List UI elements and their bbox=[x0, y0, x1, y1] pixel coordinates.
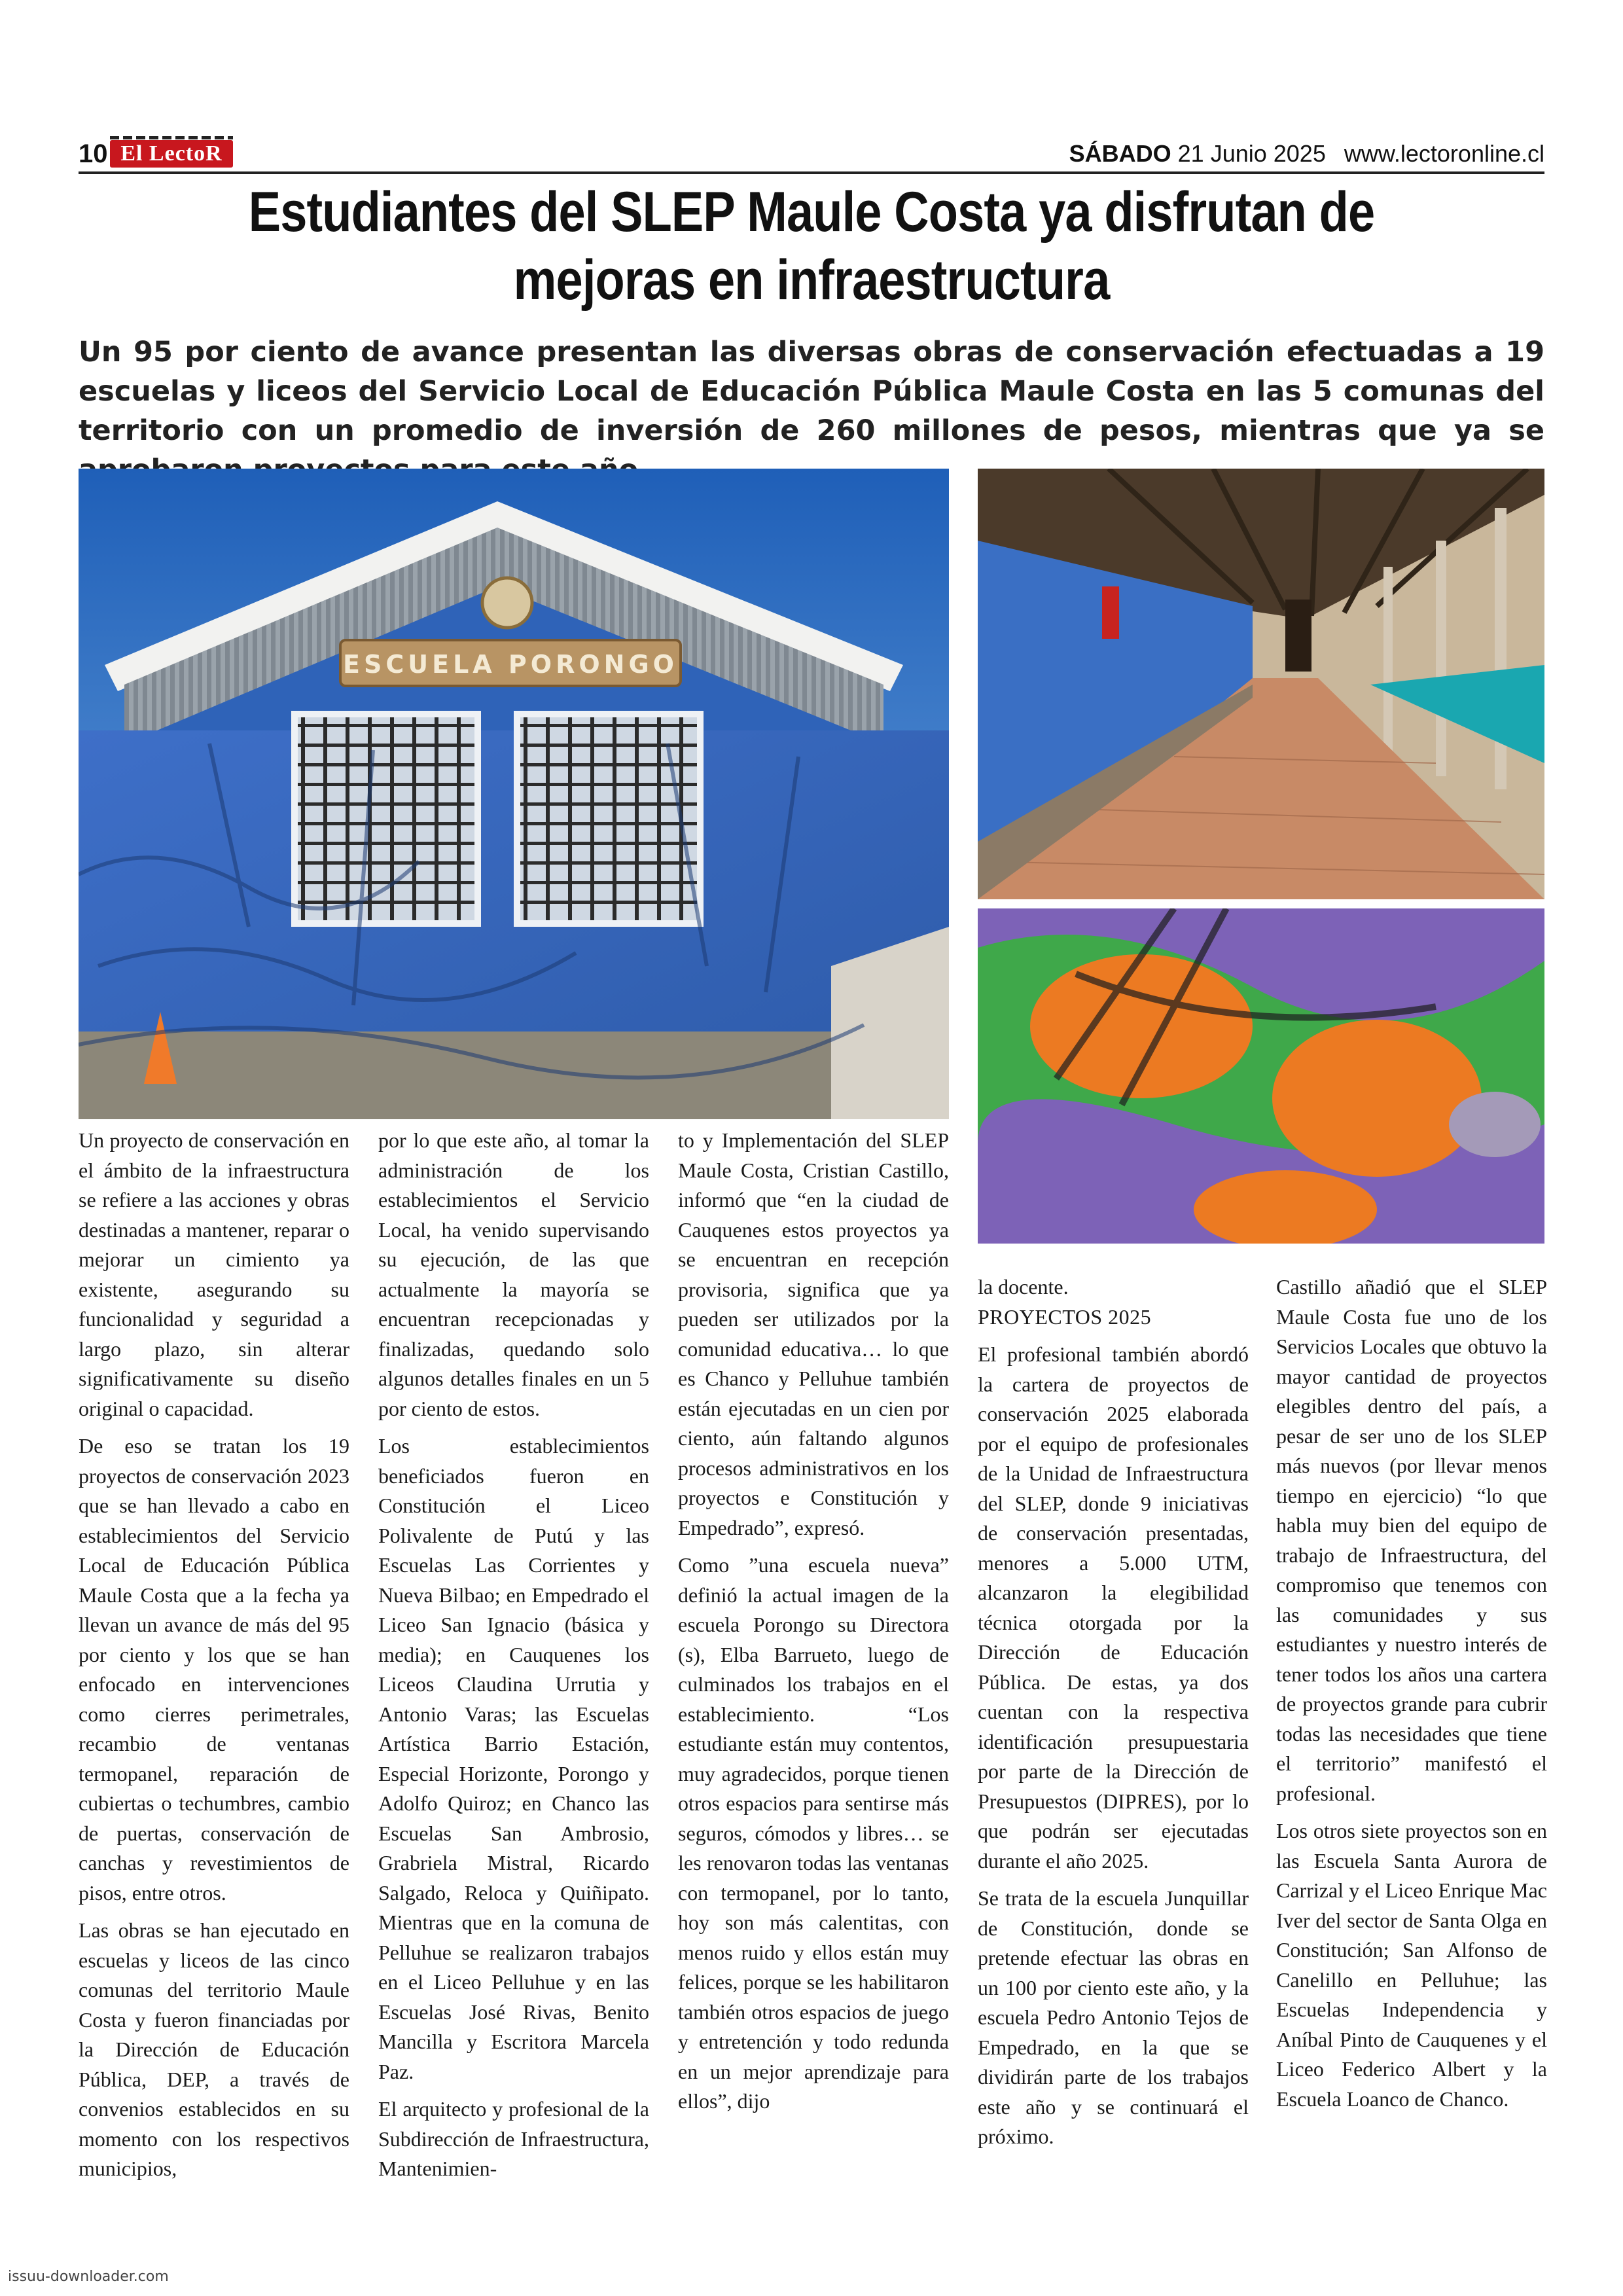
photo-corridor bbox=[978, 469, 1544, 899]
paragraph: Las obras se han ejecutado en escuelas y liceos de las cinco comunas del territorio Maule Costa y fueron financiadas por la Dirección de Educación Pública, DEP, a través de convenios establecidos en su momento con los respectivos municipios, bbox=[79, 1918, 349, 2180]
article-column-1 bbox=[79, 1126, 349, 2192]
issue-date bbox=[1069, 139, 1544, 169]
header-divider bbox=[79, 171, 1544, 174]
photo-escuela-porongo bbox=[79, 469, 949, 1119]
paragraph-continuation: la docente. bbox=[978, 1275, 1069, 1299]
website-link[interactable]: www.lectoronline.cl bbox=[1344, 140, 1544, 167]
paragraph: Se trata de la escuela Junquillar de Constitución, donde se pretende efectuar las obras en un 100 por ciento este año, y la escuela Pedro Antonio Tejos de Empedrado, en la que se dividirán parte de los trabajos este año y se continuará el próximo. bbox=[978, 1886, 1249, 2148]
paragraph: De eso se tratan los 19 proyectos de conservación 2023 que se han llevado a cabo en establecimientos del Servicio Local de Educación Pública Maule Costa que a la fecha ya llevan un avance de más del 95 por ciento y los que se han enfocado en intervenciones como cierres perimetrales, recambio de ventanas termopanel, reparación de cubiertas o techumbres, cambio de puertas, conservación de canchas y revestimientos de pisos, entre otros. bbox=[79, 1434, 349, 1905]
paragraph: to y Implementación del SLEP Maule Costa, Cristian Castillo, informó que “en la ciudad de Cauquenes estos proyectos ya se encuentran en recepción provisoria, significa que ya pueden ser utilizados por la comunidad educativa… lo que es Chanco y Pelluhue también están ejecutadas en un cien por ciento, aún faltando algunos procesos administrativos en los proyectos e Constitución y Empedrado”, expresó. bbox=[678, 1128, 949, 1539]
article-title: Estudiantes del SLEP Maule Costa ya disfrutan de mejoras en infraestructura bbox=[248, 181, 1375, 312]
issue-date-text: 21 Junio 2025 bbox=[1177, 140, 1326, 167]
article-lead: Un 95 por ciento de avance presentan las diversas obras de conservación efectuadas a 19 escuelas y liceos del Servicio Local de Educación Pública Maule Costa en las 5 comunas del territorio con un promedio de inversión de 260 millones de pesos, mientras que ya se bbox=[79, 336, 1544, 447]
article-column-3 bbox=[678, 1126, 949, 2125]
section-subhead: PROYECTOS 2025 bbox=[978, 1304, 1152, 1329]
paragraph: por lo que este año, al tomar la administración de los establecimientos el Servicio Local, ha venido supervisando su ejecución, de las que actualmente la mayoría se encuentran recepcionadas y finalizadas, quedando solo algunos detalles finales en un 5 por ciento de estos. bbox=[378, 1128, 649, 1420]
paragraph: Los establecimientos beneficiados fueron en Constitución el Liceo Polivalente de Putú y las Escuelas Las Corrientes y Nueva Bilbao; en Empedrado el Liceo San Ignacio (básica y media); en Cauquenes los Liceos Claudina Urrutia y Antonio Varas; las Escuelas Artística Barrio Estación, Especial Horizonte, Porongo y Adolfo Quiroz; en Chanco las Escuelas San Ambrosio, Grabriela Mistral, Ricardo Salgado, Reloca y Quiñipato. Mientras que en la comuna de Pelluhue se realizaron trabajos en el Liceo Pelluhue y en las Escuelas José Rivas, Benito Mancilla y Escritora Marcela Paz. bbox=[378, 1434, 649, 2083]
paragraph: Un proyecto de conservación en el ámbito de la infraestructura se refiere a las acciones y obras destinadas a mantener, reparar o mejorar un cimiento ya existente, asegurando su funcionalidad y seguridad a largo plazo, sin alterar significativamente su diseño original o capacidad. bbox=[79, 1128, 349, 1420]
photo-sign-text: ESCUELA PORONGO bbox=[343, 650, 678, 679]
article-column-5 bbox=[1276, 1272, 1547, 2122]
issue-day: SÁBADO bbox=[1069, 140, 1171, 167]
source-watermark: issuu-downloader.com bbox=[8, 2269, 169, 2285]
paragraph: Los otros siete proyectos son en las Escuela Santa Aurora de Carrizal y el Liceo Enrique Mac Iver del sector de Santa Olga en Constitución; San Alfonso de Canelillo en Pelluhue; las Escuelas Independencia y Aníbal Pinto de Cauquenes y el Liceo Federico Albert y la Escuela Loanco de Chanco. bbox=[1276, 1819, 1547, 2111]
paragraph: Como ”una escuela nueva” definió la actual imagen de la escuela Porongo su Directora (s), Elba Barrueto, luego de culminados los trabajos en el establecimiento. “Los estudiante están muy contentos, muy agradecidos, porque tienen otros espacios para sentirse más seguros, cómodos y libres… se les renovaron todas las ventanas con termopanel, por lo tanto, hoy son más calentitas, con menos ruido y ellos están muy felices, porque se les habilitaron también otros espacios de juego y entretención y todo redunda en un mejor aprendizaje para ellos”, dijo bbox=[678, 1553, 949, 2113]
page-number: 10 bbox=[79, 139, 108, 168]
paragraph: El profesional también abordó la cartera de proyectos de conservación 2025 elaborada por el equipo de profesionales de la Unidad de Infraestructura del SLEP, donde 9 iniciativas de conservación presentadas, menores a 5.000 UTM, alcanzaron la elegibilidad técnica otorgada por la Dirección de Educación Pública. De estas, ya dos cuentan con la respectiva identificación presupuestaria por parte de la Dirección de Presupuestos (DIPRES), por lo que podrán ser ejecutadas durante el año 2025. bbox=[978, 1342, 1249, 1873]
logo-decor-strip bbox=[110, 136, 233, 139]
article-column-4 bbox=[978, 1272, 1249, 2160]
photo-playground-floor bbox=[978, 908, 1544, 1244]
article-column-2 bbox=[378, 1126, 649, 2192]
paragraph: Castillo añadió que el SLEP Maule Costa fue uno de los Servicios Locales que obtuvo la mayor cantidad de proyectos elegibles dentro del país, a pesar de ser uno de los SLEP más nuevos (por llevar menos tiempo en ejercicio) “lo que habla muy bien del equipo de trabajo de Infraestructura, del compromiso que tenemos con las comunidades y sus estudiantes y nuestro interés de tener todos los años una cartera de proyectos grande para cubrir todas las necesidades que tiene el territorio” manifestó el profesional. bbox=[1276, 1275, 1547, 1805]
newspaper-logo: El LectoR bbox=[110, 140, 233, 168]
paragraph: El arquitecto y profesional de la Subdirección de Infraestructura, Mantenimien- bbox=[378, 2097, 649, 2180]
